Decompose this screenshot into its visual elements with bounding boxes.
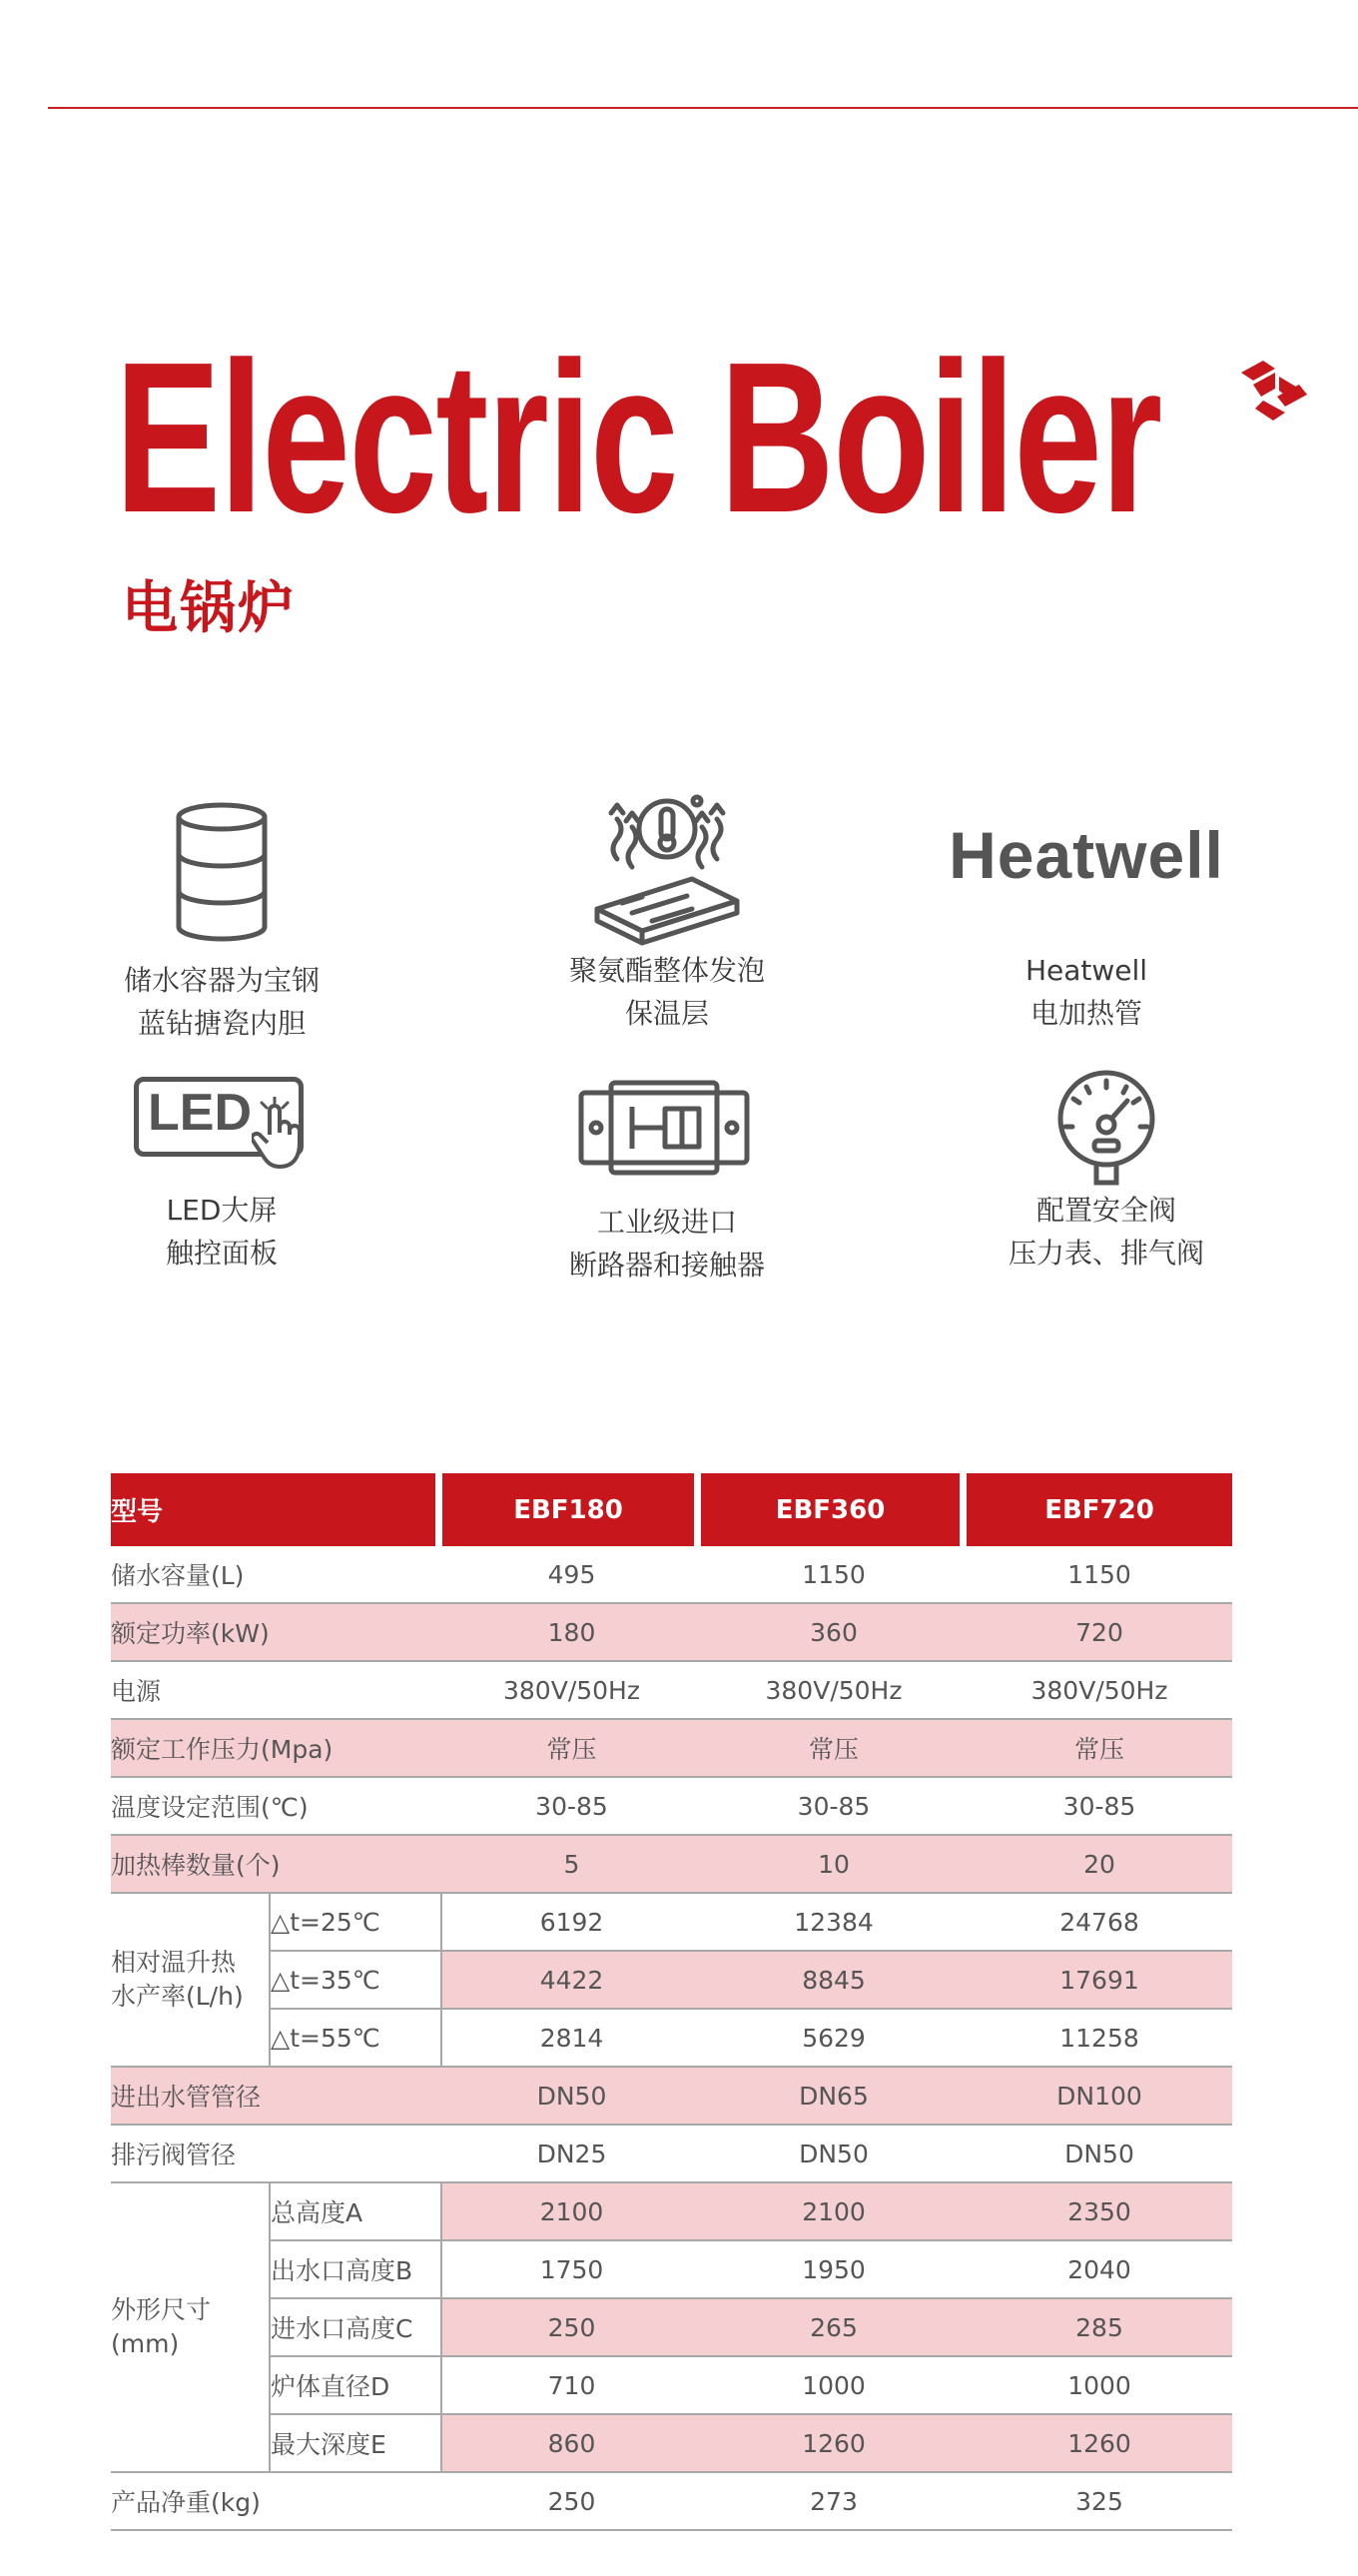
- table-row: [111, 1604, 1232, 1662]
- dim-group-label: [111, 2183, 271, 2473]
- table-row: [111, 1952, 1232, 2010]
- row-label: 产品净重(kg): [111, 2473, 442, 2531]
- row-label: 排污阀管径: [111, 2126, 442, 2183]
- dim-group-label-line2: (mm): [111, 2329, 180, 2358]
- row-sublabel: 总高度A: [271, 2183, 442, 2241]
- cell: DN25: [442, 2126, 701, 2183]
- feature-tank-line2: 蓝钻搪瓷内胆: [137, 1007, 306, 1040]
- pressure-gauge-icon: [1051, 1069, 1161, 1189]
- feature-heatwell-line2: 电加热管: [1029, 997, 1142, 1030]
- feature-gauge: [937, 1069, 1276, 1275]
- cell: DN50: [442, 2068, 701, 2126]
- cell: 4422: [442, 1952, 701, 2010]
- cell: 1260: [701, 2415, 967, 2473]
- cell: 2814: [442, 2010, 701, 2068]
- cell: 273: [701, 2473, 967, 2531]
- table-row: [111, 2010, 1232, 2068]
- cell: 常压: [967, 1720, 1232, 1778]
- cell: 720: [967, 1604, 1232, 1662]
- cell: DN50: [701, 2126, 967, 2183]
- table-row: [111, 1720, 1232, 1778]
- cell: 24768: [967, 1894, 1232, 1952]
- cell: 1950: [701, 2241, 967, 2299]
- row-sublabel: 进水口高度C: [271, 2299, 442, 2357]
- cell: 495: [442, 1546, 701, 1604]
- insulation-icon: [577, 789, 757, 949]
- table-row: [111, 2415, 1232, 2473]
- cell: 360: [701, 1604, 967, 1662]
- table-row: [111, 1894, 1232, 1952]
- row-sublabel: △t=55℃: [271, 2010, 442, 2068]
- led-logo-text: LED: [148, 1084, 252, 1142]
- row-sublabel: 最大深度E: [271, 2415, 442, 2473]
- table-row: [111, 2068, 1232, 2126]
- table-row: [111, 1778, 1232, 1836]
- cell: DN50: [967, 2126, 1232, 2183]
- table-row: [111, 2126, 1232, 2183]
- cell: 常压: [442, 1720, 701, 1778]
- cell: 30-85: [701, 1778, 967, 1836]
- cell: 250: [442, 2299, 701, 2357]
- cell: 12384: [701, 1894, 967, 1952]
- table-row: [111, 2241, 1232, 2299]
- cell: 180: [442, 1604, 701, 1662]
- cell: 1150: [701, 1546, 967, 1604]
- table-row: [111, 2473, 1232, 2531]
- header-model: 型号: [111, 1473, 442, 1546]
- cell: 1000: [701, 2357, 967, 2415]
- feature-breaker-line2: 断路器和接触器: [568, 1249, 765, 1282]
- row-label: 加热棒数量(个): [111, 1836, 442, 1894]
- table-row: [111, 2357, 1232, 2415]
- cell: 250: [442, 2473, 701, 2531]
- cell: 5629: [701, 2010, 967, 2068]
- heat-group-label: [111, 1894, 271, 2068]
- feature-insulation-line2: 保温层: [624, 997, 709, 1030]
- spec-table: [111, 1473, 1232, 2531]
- feature-heatwell: [917, 799, 1256, 1035]
- brand-logo-icon: [1233, 355, 1313, 425]
- feature-insulation-line1: 聚氨酯整体发泡: [568, 954, 765, 987]
- tank-icon: [167, 799, 277, 949]
- row-sublabel: △t=35℃: [271, 1952, 442, 2010]
- cell: 8845: [701, 1952, 967, 2010]
- table-row: [111, 1662, 1232, 1720]
- row-sublabel: 出水口高度B: [271, 2241, 442, 2299]
- feature-led-line1: LED大屏: [166, 1194, 278, 1227]
- cell: 710: [442, 2357, 701, 2415]
- cell: 6192: [442, 1894, 701, 1952]
- heatwell-logo: Heatwell: [949, 818, 1224, 892]
- heat-group-label-line2: 水产率(L/h): [111, 1982, 244, 2011]
- row-sublabel: 炉体直径D: [271, 2357, 442, 2415]
- cell: DN65: [701, 2068, 967, 2126]
- feature-gauge-line1: 配置安全阀: [1035, 1194, 1176, 1227]
- cell: 860: [442, 2415, 701, 2473]
- top-rule: [48, 107, 1358, 109]
- cell: 5: [442, 1836, 701, 1894]
- dim-group-label-line1: 外形尺寸: [111, 2295, 212, 2324]
- table-row: [111, 1546, 1232, 1604]
- cell: DN100: [967, 2068, 1232, 2126]
- row-label: 储水容量(L): [111, 1546, 442, 1604]
- cell: 265: [701, 2299, 967, 2357]
- feature-heatwell-line1: Heatwell: [1024, 954, 1148, 987]
- page-title: Electric Boiler: [115, 317, 1161, 557]
- row-label: 额定功率(kW): [111, 1604, 442, 1662]
- cell: 1000: [967, 2357, 1232, 2415]
- cell: 20: [967, 1836, 1232, 1894]
- cell: 17691: [967, 1952, 1232, 2010]
- feature-led-line2: 触控面板: [165, 1237, 278, 1270]
- cell: 2040: [967, 2241, 1232, 2299]
- header-ebf360: EBF360: [701, 1473, 967, 1546]
- feature-gauge-line2: 压力表、排气阀: [1008, 1237, 1204, 1270]
- cell: 1260: [967, 2415, 1232, 2473]
- header-ebf720: EBF720: [967, 1473, 1232, 1546]
- cell: 380V/50Hz: [442, 1662, 701, 1720]
- table-row: [111, 2299, 1232, 2357]
- row-label: 额定工作压力(Mpa): [111, 1720, 442, 1778]
- led-touch-icon: [122, 1069, 322, 1179]
- cell: 30-85: [442, 1778, 701, 1836]
- breaker-icon: [577, 1079, 757, 1179]
- cell: 285: [967, 2299, 1232, 2357]
- feature-breaker-line1: 工业级进口: [596, 1206, 737, 1239]
- feature-tank: [52, 799, 391, 1045]
- heat-group-label-line1: 相对温升热: [111, 1948, 237, 1977]
- cell: 325: [967, 2473, 1232, 2531]
- feature-grid: [0, 779, 1358, 1318]
- cell: 2100: [442, 2183, 701, 2241]
- table-row: [111, 1836, 1232, 1894]
- table-header-row: [111, 1473, 1232, 1546]
- table-row: [111, 2183, 1232, 2241]
- cell: 380V/50Hz: [967, 1662, 1232, 1720]
- cell: 2100: [701, 2183, 967, 2241]
- row-label: 温度设定范围(℃): [111, 1778, 442, 1836]
- feature-breaker: [497, 1079, 837, 1287]
- cell: 常压: [701, 1720, 967, 1778]
- row-label: 进出水管管径: [111, 2068, 442, 2126]
- header-ebf180: EBF180: [442, 1473, 701, 1546]
- page-subtitle: 电锅炉: [122, 576, 296, 641]
- row-sublabel: △t=25℃: [271, 1894, 442, 1952]
- feature-led: [52, 1069, 391, 1275]
- feature-insulation: [497, 789, 837, 1035]
- row-label: 电源: [111, 1662, 442, 1720]
- cell: 2350: [967, 2183, 1232, 2241]
- cell: 30-85: [967, 1778, 1232, 1836]
- cell: 11258: [967, 2010, 1232, 2068]
- cell: 1750: [442, 2241, 701, 2299]
- cell: 1150: [967, 1546, 1232, 1604]
- cell: 380V/50Hz: [701, 1662, 967, 1720]
- cell: 10: [701, 1836, 967, 1894]
- feature-tank-line1: 储水容器为宝钢: [123, 964, 320, 997]
